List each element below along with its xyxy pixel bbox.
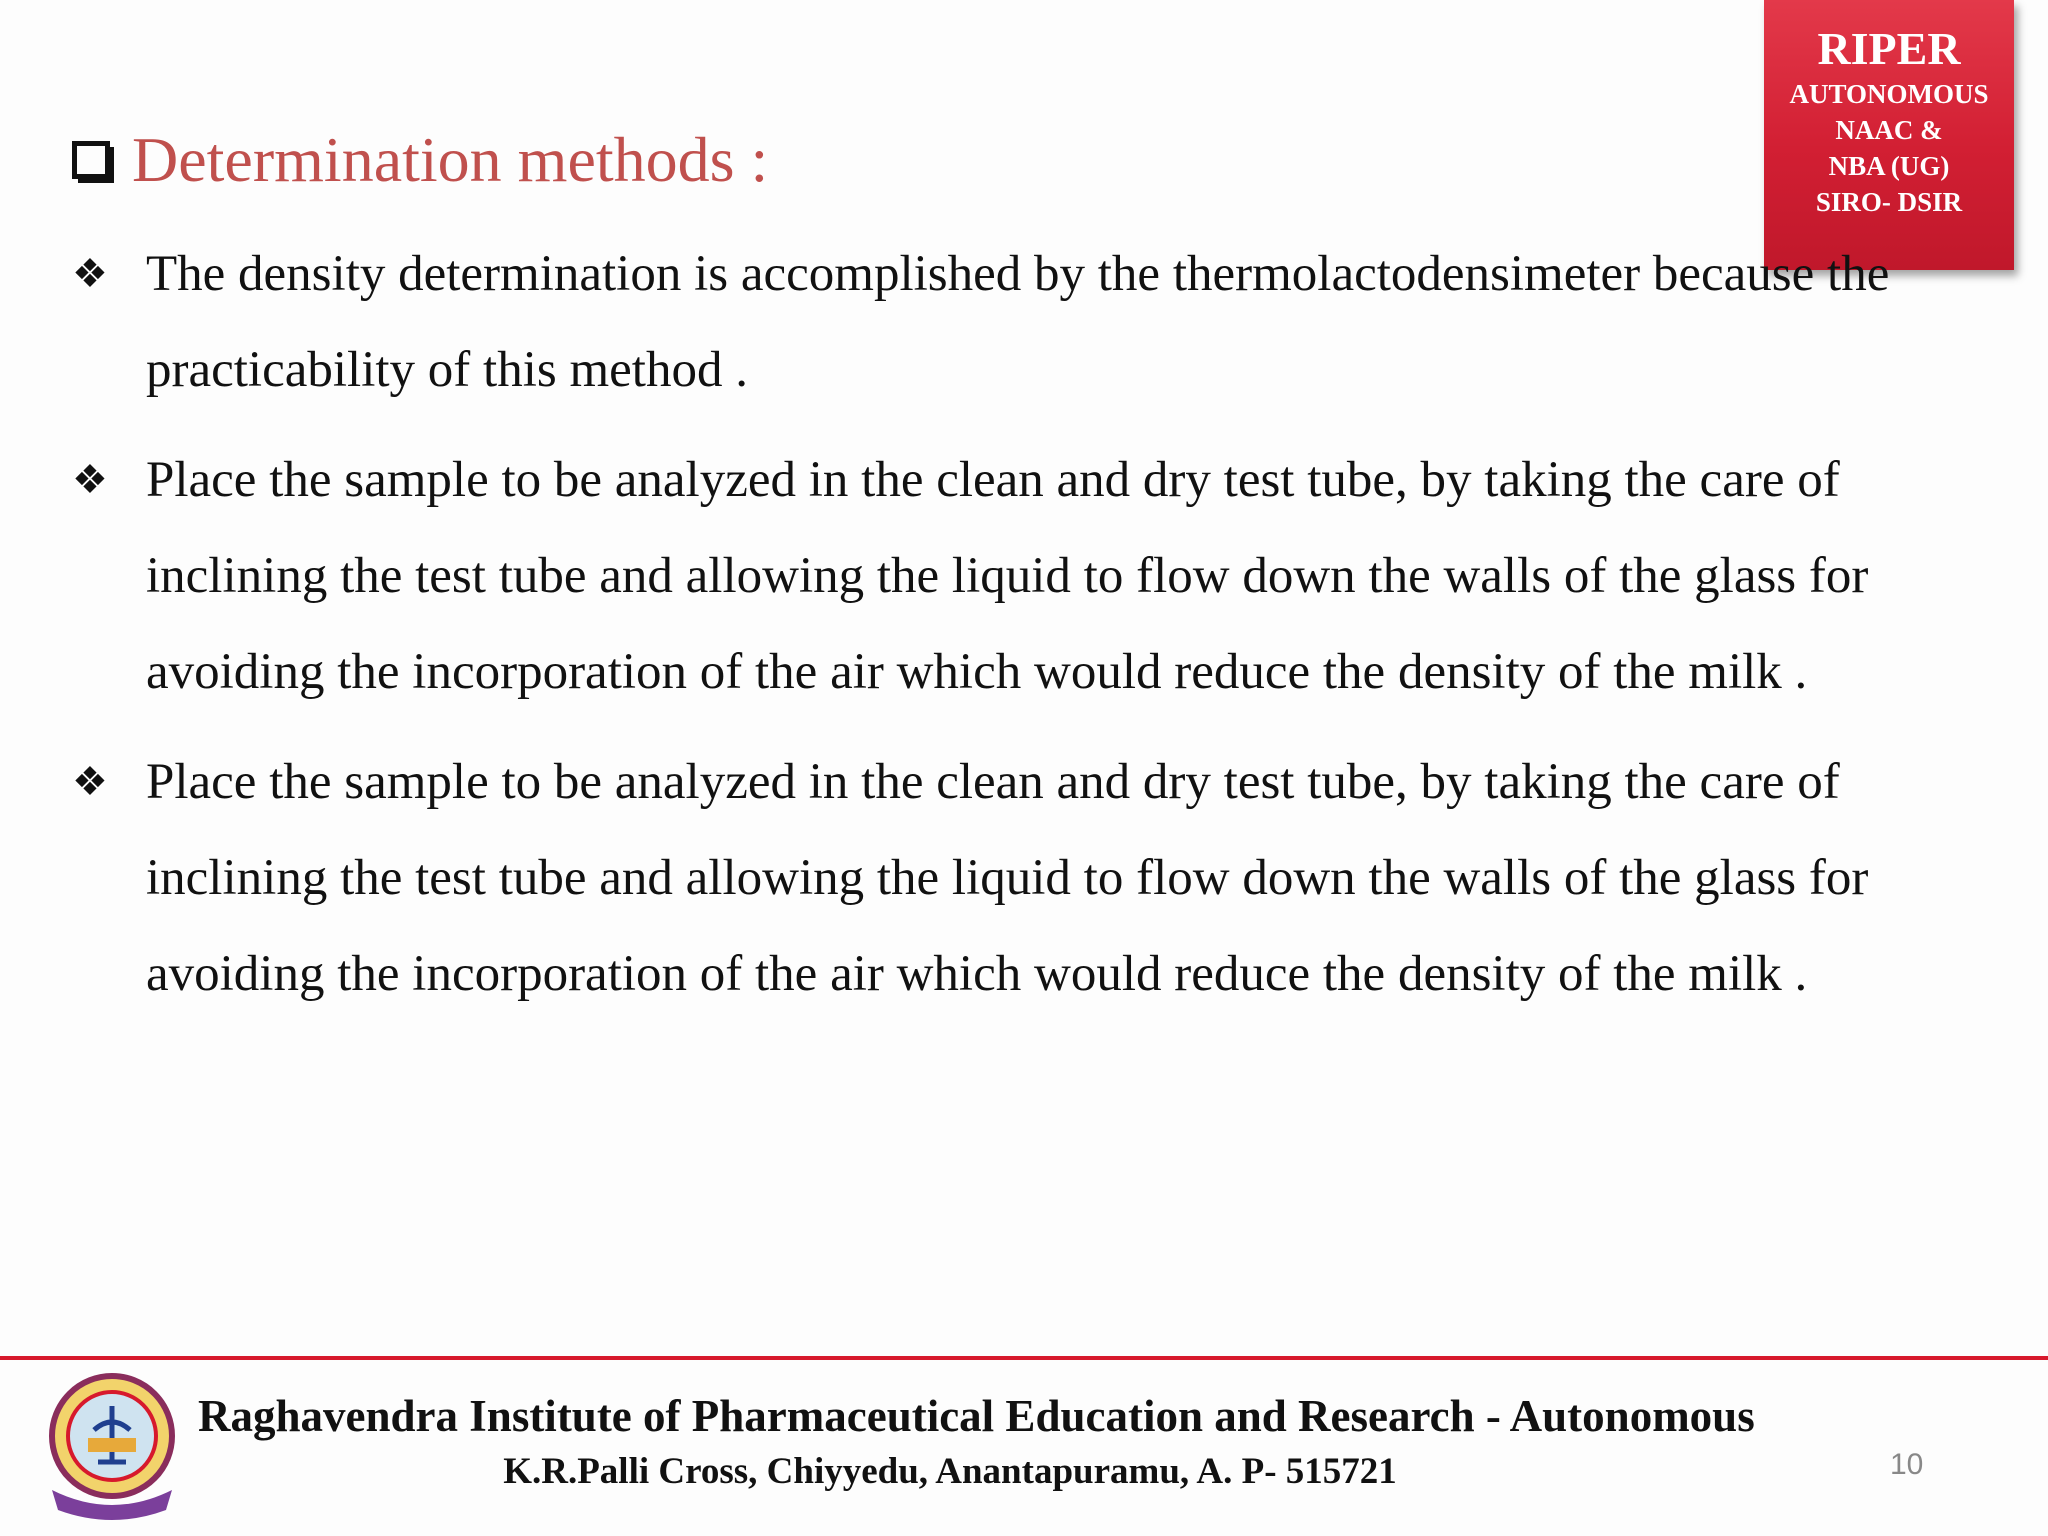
- bullet-item: [72, 734, 1892, 1022]
- badge-line-naac: NAAC &: [1835, 115, 1943, 145]
- page-number: 10: [1890, 1448, 1924, 1481]
- slide-title-row: [72, 118, 768, 202]
- bullet-list: [72, 226, 1892, 1036]
- footer-address: K.R.Palli Cross, Chiyyedu, Anantapuramu, A. P- 515721: [503, 1451, 1397, 1492]
- bullet-item: [72, 226, 1892, 418]
- institute-seal-logo: [42, 1370, 182, 1520]
- badge-line-autonomous: AUTONOMOUS: [1789, 79, 1989, 109]
- slide-title: Determination methods :: [132, 124, 769, 195]
- four-diamond-icon: ❖: [72, 759, 108, 804]
- bullet-text: Place the sample to be analyzed in the clean and dry test tube, by taking the care of inclining the test tube and allowing the liquid to flow down the walls of the glass for avoiding the incorporation of the air which would reduce the density of the milk .: [146, 452, 1869, 700]
- checkbox-bullet-icon: [72, 141, 110, 179]
- badge-line-siro: SIRO- DSIR: [1815, 187, 1963, 217]
- bullet-item: [72, 432, 1892, 720]
- bullet-text: The density determination is accomplished by the thermolactodensimeter because the practicability of this method .: [146, 246, 1890, 398]
- four-diamond-icon: ❖: [72, 457, 108, 502]
- footer-institute-name: Raghavendra Institute of Pharmaceutical Education and Research - Autonomous: [198, 1391, 1755, 1441]
- badge-title: RIPER: [1817, 23, 1961, 74]
- four-diamond-icon: ❖: [72, 251, 108, 296]
- footer-divider: [0, 1356, 2048, 1360]
- badge-line-nba: NBA (UG): [1828, 151, 1950, 181]
- bullet-text: Place the sample to be analyzed in the clean and dry test tube, by taking the care of inclining the test tube and allowing the liquid to flow down the walls of the glass for avoiding the incorporation of the air which would reduce the density of the milk .: [146, 754, 1869, 1002]
